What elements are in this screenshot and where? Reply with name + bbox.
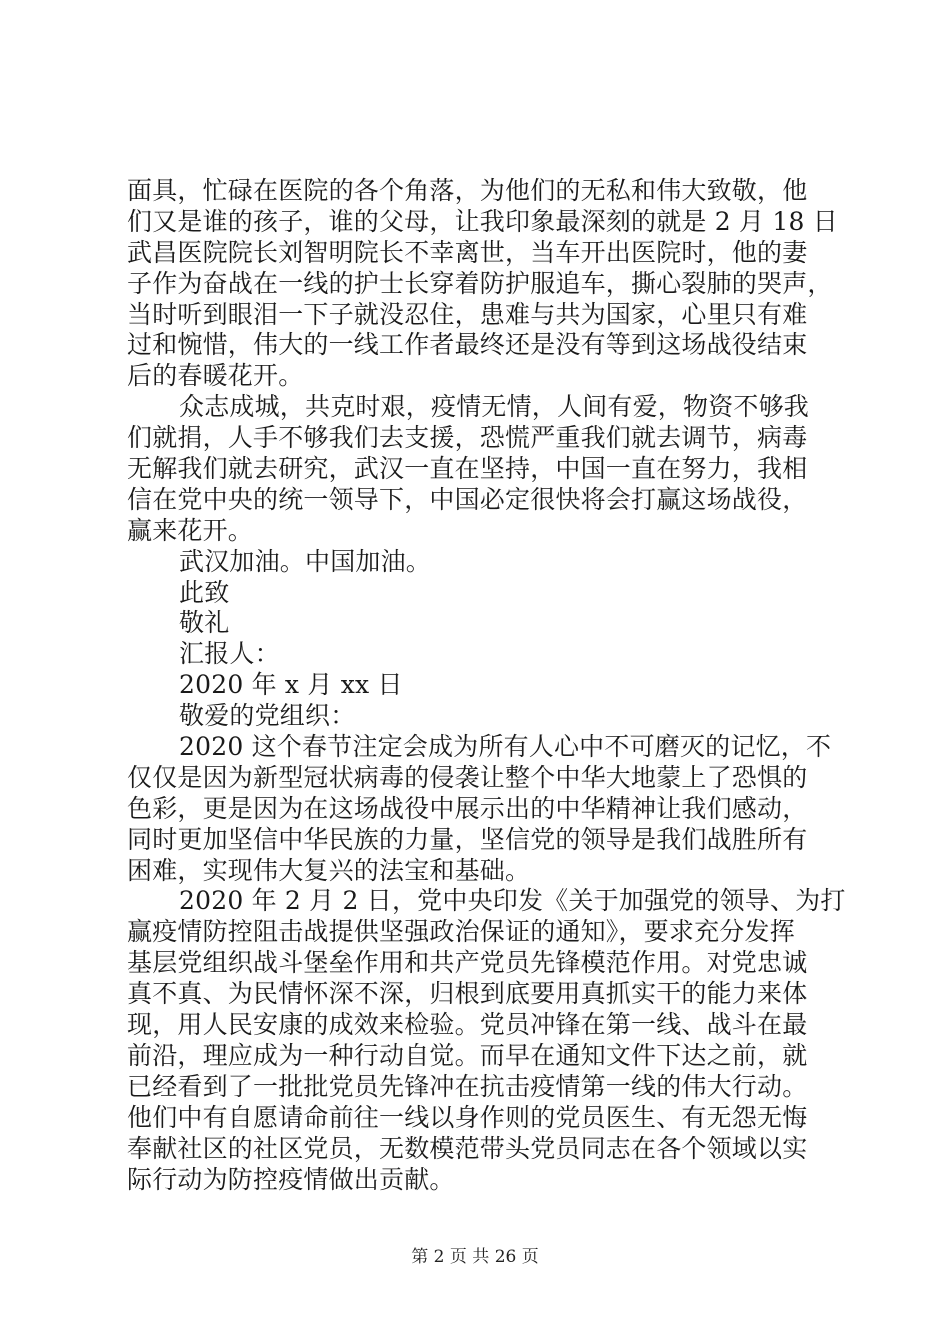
text-line: 已经看到了一批批党员先锋冲在抗击疫情第一线的伟大行动。 [127, 1071, 808, 1101]
text-line: 基层党组织战斗堡垒作用和共产党员先锋模范作用。对党忠诚 [127, 948, 808, 978]
text-line: 汇报人： [179, 639, 280, 669]
text-line: 过和惋惜，伟大的一线工作者最终还是没有等到这场战役结束 [127, 330, 808, 360]
text-line: 际行动为防控疫情做出贡献。 [127, 1164, 455, 1194]
text-line: 困难，实现伟大复兴的法宝和基础。 [127, 855, 531, 885]
text-line: 2020 年 x 月 xx 日 [179, 670, 403, 700]
text-line: 敬爱的党组织： [179, 701, 356, 731]
text-line: 色彩，更是因为在这场战役中展示出的中华精神让我们感动， [127, 793, 808, 823]
text-line: 当时听到眼泪一下子就没忍住，患难与共为国家，心里只有难 [127, 299, 808, 329]
text-line: 众志成城，共克时艰，疫情无情，人间有爱，物资不够我 [179, 392, 810, 422]
text-line: 2020 这个春节注定会成为所有人心中不可磨灭的记忆，不 [179, 732, 832, 762]
text-line: 现，用人民安康的成效来检验。党员冲锋在第一线、战斗在最 [127, 1010, 808, 1040]
text-line: 2020 年 2 月 2 日，党中央印发《关于加强党的领导、为打 [179, 886, 846, 916]
text-line: 子作为奋战在一线的护士长穿着防护服追车，撕心裂肺的哭声， [127, 268, 833, 298]
text-line: 此致 [179, 577, 230, 607]
text-line: 同时更加坚信中华民族的力量，坚信党的领导是我们战胜所有 [127, 824, 808, 854]
text-line: 仅仅是因为新型冠状病毒的侵袭让整个中华大地蒙上了恐惧的 [127, 762, 808, 792]
text-line: 他们中有自愿请命前往一线以身作则的党员医生、有无怨无悔 [127, 1102, 808, 1132]
text-line: 面具，忙碌在医院的各个角落，为他们的无私和伟大致敬，他 [127, 176, 808, 205]
text-line: 们又是谁的孩子，谁的父母，让我印象最深刻的就是 2 月 18 日 [127, 206, 838, 236]
text-line: 武汉加油。中国加油。 [179, 546, 432, 576]
text-line: 信在党中央的统一领导下，中国必定很快将会打赢这场战役， [127, 484, 808, 514]
text-line: 前沿，理应成为一种行动自觉。而早在通知文件下达之前，就 [127, 1040, 808, 1070]
text-line: 后的春暖花开。 [127, 361, 304, 391]
text-line: 敬礼 [179, 608, 230, 638]
text-line: 赢疫情防控阻击战提供坚强政治保证的通知》，要求充分发挥 [127, 917, 795, 947]
text-line: 武昌医院院长刘智明院长不幸离世，当车开出医院时，他的妻 [127, 237, 808, 267]
text-line: 真不真、为民情怀深不深，归根到底要用真抓实干的能力来体 [127, 979, 808, 1009]
text-line: 无解我们就去研究，武汉一直在坚持，中国一直在努力，我相 [127, 454, 808, 484]
text-line: 赢来花开。 [127, 515, 254, 545]
text-line: 们就捐，人手不够我们去支援，恐慌严重我们就去调节，病毒 [127, 423, 808, 453]
text-line: 奉献社区的社区党员，无数模范带头党员同志在各个领域以实 [127, 1133, 808, 1163]
document-body [127, 176, 846, 1195]
page-footer: 第 2 页 共 26 页 [411, 1247, 539, 1267]
